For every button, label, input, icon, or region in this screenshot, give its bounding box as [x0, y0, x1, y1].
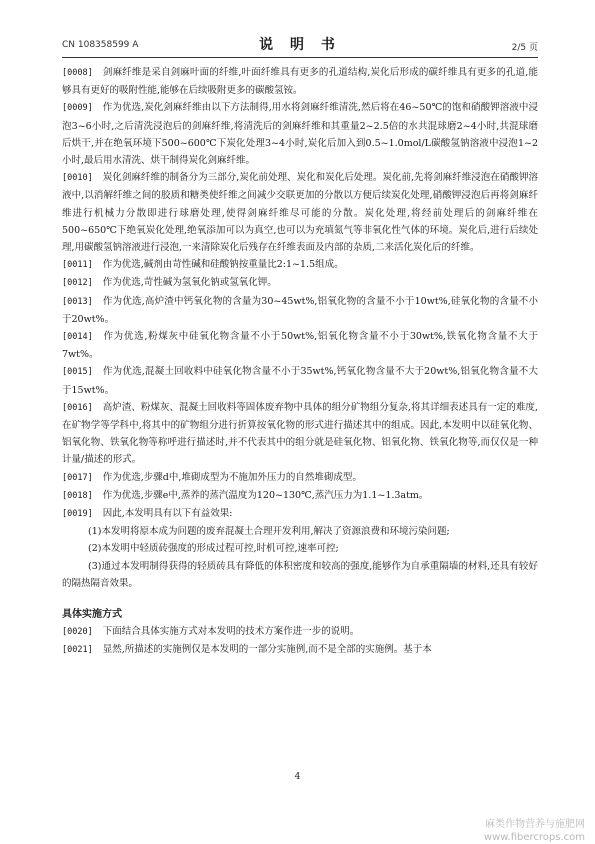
paragraph-text: 作为优选,混凝土回收料中硅氧化物含量不小于35wt%,钙氧化物含量不大于20wt%,铝氧化物含量不大于15wt%。	[62, 366, 538, 396]
effect-item: (2)本发明中轻质砖强度的形成过程可控,时机可控,速率可控;	[88, 543, 339, 555]
paragraph-number: [0013]	[62, 296, 93, 307]
document-title: 说 明 书	[259, 37, 341, 53]
paragraph-number: [0017]	[62, 472, 93, 483]
paragraph	[62, 469, 538, 487]
page-number: 4	[294, 772, 301, 782]
paragraph-number: [0020]	[62, 627, 93, 638]
paragraph	[62, 293, 538, 328]
paragraph-number: [0012]	[62, 278, 93, 289]
effect-item: (1)本发明将原本成为问题的废弃混凝土合理开发利用,解决了资源浪费和环境污染问题;	[88, 526, 450, 538]
watermark-title: 麻类作物营养与施肥网	[485, 819, 585, 830]
paragraph-text: 显然,所描述的实施例仅是本发明的一部分实施例,而不是全部的实施例。基于本	[102, 644, 432, 656]
paragraph	[62, 256, 538, 274]
paragraph-text: 高炉渣、粉煤灰、混凝土回收料等固体废弃物中具体的组分矿物组分复杂,将其详细表述具有一定的难度,在矿物学等学科中,将其中的矿物组分进行折算按氧化物的形式进行描述其中的组成。因此,本发明中以硅氧化物、铝氧化物、铁氧化物等称呼进行描述时,并不代表其中的组分就是硅氧化物、铝氧化物、铁氧化物等,而仅仅是一种计量/描述的形式。	[62, 401, 538, 466]
paragraph	[62, 623, 538, 641]
paragraph	[62, 169, 538, 256]
paragraph	[62, 399, 538, 469]
page-header	[62, 34, 538, 54]
paragraph-number: [0018]	[62, 490, 93, 501]
site-watermark	[484, 818, 585, 844]
paragraph	[62, 363, 538, 398]
paragraph-text: 作为优选,步骤d中,堆砌成型为不施加外压力的自然堆砌成型。	[102, 471, 362, 483]
paragraph-text: 作为优选,苛性碱为氢氧化钠或氢氧化钾。	[102, 277, 277, 289]
page-of-total: 2/5 页	[511, 43, 538, 53]
paragraph-number: [0019]	[62, 509, 93, 520]
paragraph	[62, 487, 538, 505]
paragraph-text: 作为优选,步骤e中,蒸养的蒸汽温度为120~130℃,蒸汽压力为1.1~1.3atm。	[102, 489, 429, 501]
paragraph-number: [0021]	[62, 645, 93, 656]
paragraph-text: 作为优选,粉煤灰中硅氧化物含量不小于50wt%,铝氧化物含量不小于30wt%,铁氧化物含量不大于7wt%。	[62, 331, 538, 361]
paragraph-text: 剑麻纤维是采自剑麻叶面的纤维,叶面纤维具有更多的孔道结构,炭化后形成的碳纤维具有更多的孔道,能够具有更好的吸附性能,能够在后续吸附更多的碳酸氢铵。	[62, 67, 538, 97]
paragraph-text: 下面结合具体实施方式对本发明的技术方案作进一步的说明。	[102, 626, 360, 638]
paragraph	[62, 505, 538, 523]
document-body	[62, 64, 538, 660]
watermark-url: www.fibercrops.com	[483, 832, 585, 843]
paragraph-number: [0010]	[62, 173, 93, 184]
paragraph-text: 因此,本发明具有以下有益效果:	[102, 508, 233, 520]
paragraph	[62, 328, 538, 363]
paragraph	[62, 274, 538, 292]
section-heading: 具体实施方式	[62, 609, 122, 621]
paragraph-text: 炭化剑麻纤维的制备分为三部分,炭化前处理、炭化和炭化后处理。炭化前,先将剑麻纤维浸泡在硝酸钾溶液中,以消解纤维之间的胶质和糖类使纤维之间减少交联更加的分散以方便后续炭化处理,硝酸钾浸泡后再将剑麻纤维进行机械力分散即进行球磨处理,使得剑麻纤维尽可能的分散。炭化处理,将经前处理后的剑麻纤维在500~650℃下绝氧炭化处理,绝氧添加可以为真空,也可以为充填氮气等非氧化性气体的环境。炭化后,进行后续处理,用碳酸氢钠溶液进行浸泡,一来清除炭化后残存在纤维表面及内部的杂质,二来活化炭化后的纤维。	[62, 172, 538, 254]
effect-item: (3)通过本发明制得获得的轻质砖具有降低的体积密度和较高的强度,能够作为自承重隔墙的材料,还具有较好的隔热隔音效果。	[62, 560, 538, 589]
paragraph	[62, 99, 538, 169]
paragraph-text: 作为优选,炭化剑麻纤维由以下方法制得,用水将剑麻纤维清洗,然后将在46~50℃的饱和硝酸钾溶液中浸泡3~6小时,之后清洗浸泡后的剑麻纤维,将清洗后的剑麻纤维和其重量2~2.5倍的水共混球磨2~4小时,共混球磨后烘干,并在绝氧环境下500~600℃下炭化处理3~4小时,炭化后加入到0.5~1.0mol/L碳酸氢钠溶液中浸泡1~2小时,最后用水清洗、烘干制得炭化剑麻纤维。	[62, 102, 538, 167]
paragraph-number: [0008]	[62, 68, 93, 78]
paragraph	[62, 64, 538, 99]
publication-number: CN 108358599 A	[62, 40, 139, 50]
header-rule	[62, 57, 538, 58]
paragraph-text: 作为优选,高炉渣中钙氧化物的含量为30~45wt%,铝氧化物的含量不小于10wt%,硅氧化物的含量不小于20wt%。	[62, 295, 538, 325]
paragraph	[62, 641, 538, 659]
paragraph-text: 作为优选,碱剂由苛性碱和硅酸钠按重量比2:1~1.5组成。	[102, 259, 344, 271]
paragraph-number: [0009]	[62, 103, 93, 114]
paragraph-number: [0016]	[62, 402, 93, 413]
paragraph-number: [0014]	[62, 332, 93, 343]
paragraph-number: [0015]	[62, 367, 93, 378]
paragraph-number: [0011]	[62, 260, 93, 271]
